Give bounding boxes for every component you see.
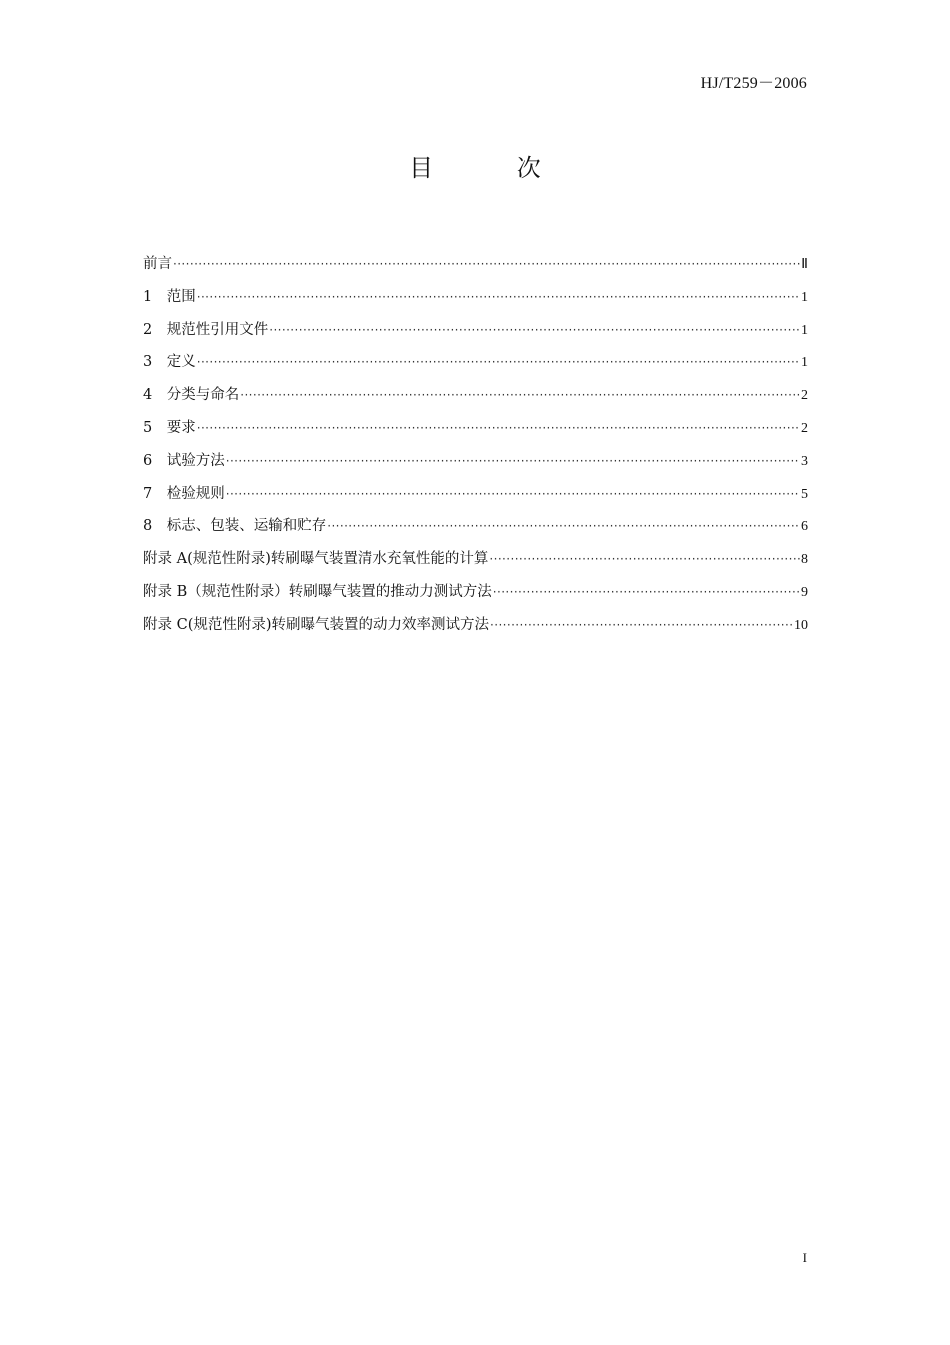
toc-dot-leader [493,585,800,599]
toc-entry-page: 10 [794,617,808,633]
toc-entry-label: 附录 C(规范性附录)转刷曝气装置的动力效率测试方法 [143,616,490,633]
table-of-contents [143,252,808,646]
toc-entry-page: 1 [801,355,808,371]
toc-dot-leader [490,618,793,632]
toc-entry-page: 6 [801,519,808,535]
toc-dot-leader [489,552,800,566]
toc-entry-page: 9 [801,584,808,600]
toc-dot-leader [197,421,800,435]
toc-dot-leader [269,323,800,337]
toc-entry-page: 2 [801,388,808,404]
toc-entry-classification[interactable] [143,383,808,416]
toc-entry-label: 6 试验方法 [143,452,225,469]
toc-entry-requirements[interactable] [143,416,808,449]
toc-entry-scope[interactable] [143,285,808,318]
toc-dot-leader [197,355,800,369]
toc-entry-page: Ⅱ [801,257,808,272]
toc-entry-label: 前言 [143,256,172,272]
toc-entry-page: 8 [801,552,808,568]
toc-entry-label: 4 分类与命名 [143,387,240,404]
toc-entry-appendix-b[interactable] [143,580,808,613]
toc-entry-label: 附录 A(规范性附录)转刷曝气装置清水充氧性能的计算 [143,551,489,568]
toc-entry-label: 1 范围 [143,288,196,305]
toc-entry-label: 5 要求 [143,419,196,436]
toc-entry-page: 3 [801,453,808,469]
toc-entry-page: 5 [801,486,808,502]
toc-entry-normative-references[interactable] [143,318,808,351]
toc-entry-label: 2 规范性引用文件 [143,321,269,338]
toc-dot-leader [226,487,800,501]
toc-entry-marking-packaging[interactable] [143,514,808,547]
toc-entry-definitions[interactable] [143,350,808,383]
toc-entry-foreword[interactable] [143,252,808,285]
toc-entry-label: 8 标志、包装、运输和贮存 [143,518,327,535]
page-number: I [802,1250,807,1265]
toc-entry-page: 2 [801,420,808,436]
document-code: HJ/T259－2006 [700,75,807,92]
toc-dot-leader [327,519,800,533]
toc-dot-leader [197,290,800,304]
toc-entry-appendix-c[interactable] [143,613,808,646]
toc-entry-page: 1 [801,322,808,338]
toc-entry-appendix-a[interactable] [143,547,808,580]
toc-entry-label: 7 检验规则 [143,485,225,502]
toc-entry-test-methods[interactable] [143,449,808,482]
toc-dot-leader [240,388,800,402]
toc-entry-label: 3 定义 [143,354,196,371]
toc-dot-leader [226,454,800,468]
toc-entry-inspection-rules[interactable] [143,482,808,515]
toc-entry-label: 附录 B（规范性附录）转刷曝气装置的推动力测试方法 [143,583,492,600]
toc-dot-leader [173,257,800,271]
toc-title: 目 次 [409,154,579,182]
toc-entry-page: 1 [801,289,808,305]
